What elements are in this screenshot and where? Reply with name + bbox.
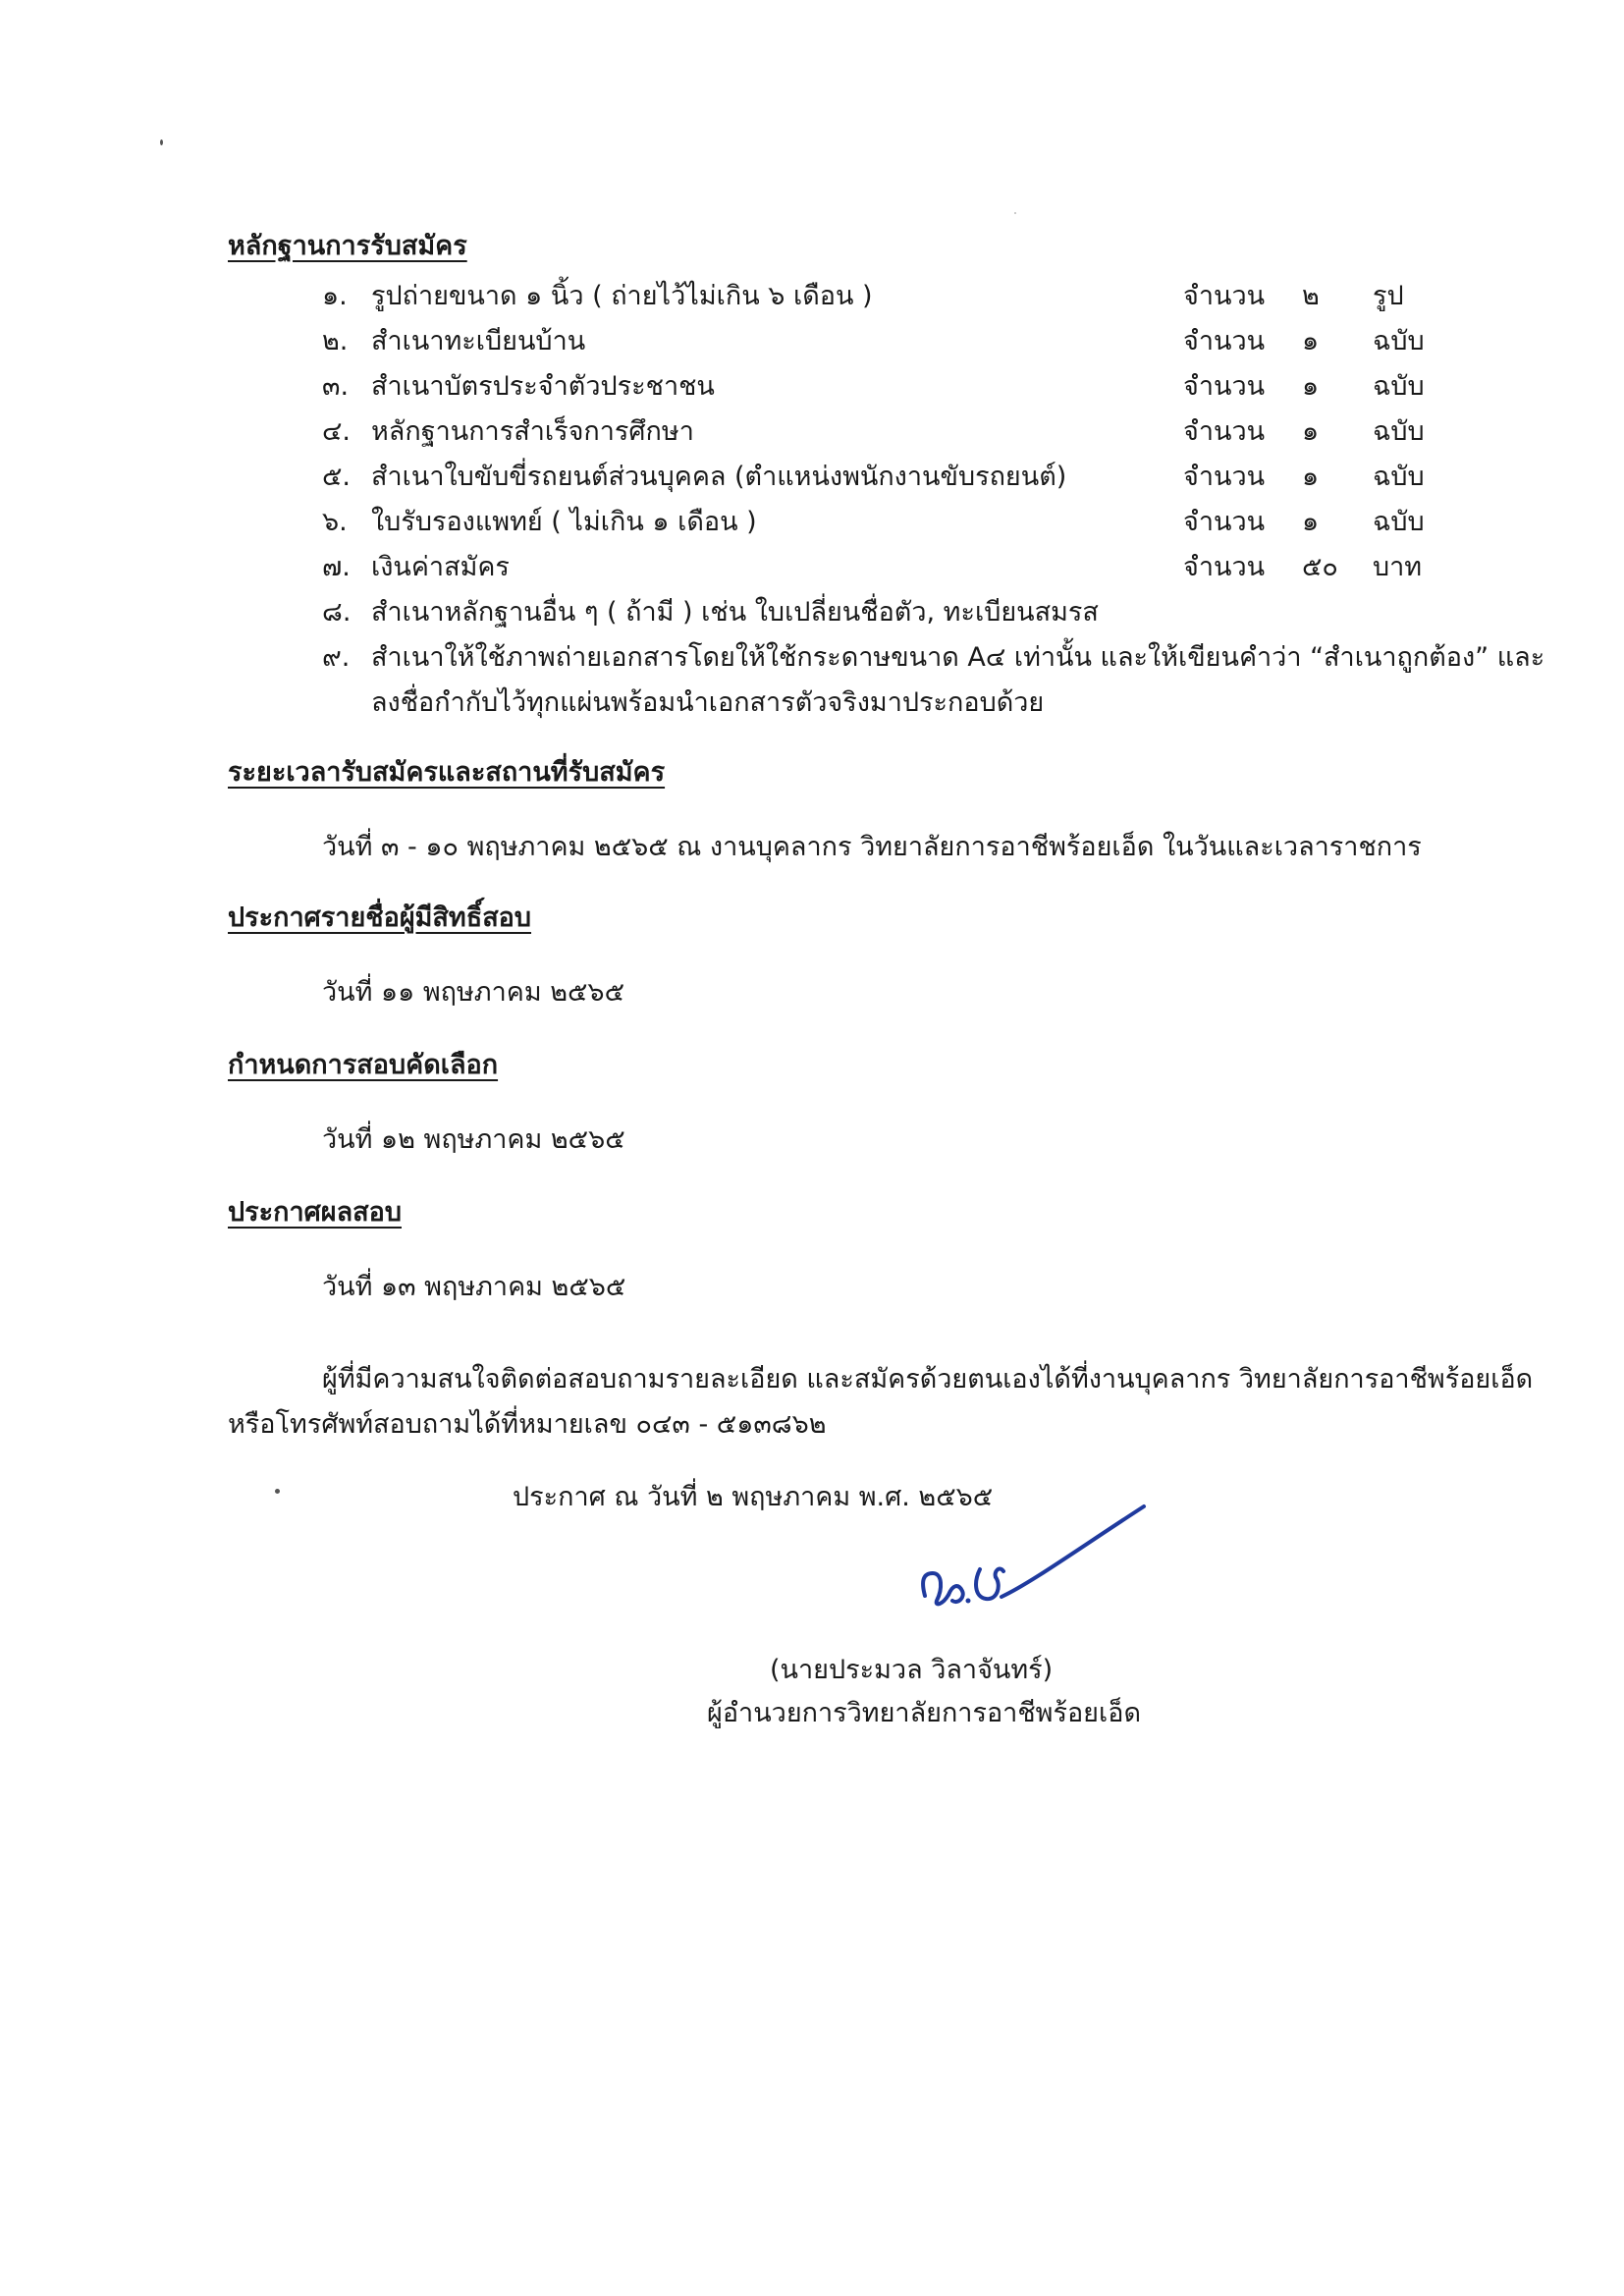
contact-line-2: หรือโทรศัพท์สอบถามได้ที่หมายเลข ๐๔๓ - ๕๑๓๘๖๒: [228, 1409, 827, 1440]
exam-schedule-date: วันที่ ๑๒ พฤษภาคม ๒๕๖๕: [322, 1124, 625, 1155]
item-text: สำเนาหลักฐานอื่น ๆ ( ถ้ามี ) เช่น ใบเปลี่ยนชื่อตัว, ทะเบียนสมรส: [371, 597, 1099, 628]
eligible-list-heading: ประกาศรายชื่อผู้มีสิทธิ์สอบ: [228, 902, 532, 933]
item-number: ๙.: [322, 642, 351, 673]
quantity-label: จำนวน: [1183, 462, 1266, 492]
item-text: สำเนาใบขับขี่รถยนต์ส่วนบุคคล (ตำแหน่งพนักงานขับรถยนต์): [371, 462, 1067, 492]
documents-heading: หลักฐานการรับสมัคร: [228, 231, 467, 261]
signatory-title: ผู้อำนวยการวิทยาลัยการอาชีพร้อยเอ็ด: [707, 1698, 1141, 1728]
item-text: เงินค่าสมัคร: [371, 552, 510, 582]
item-number: ๕.: [322, 462, 352, 492]
quantity-unit: บาท: [1373, 552, 1423, 582]
quantity-label: จำนวน: [1183, 552, 1266, 582]
quantity-value: ๒: [1302, 281, 1320, 311]
item-number: ๔.: [322, 416, 352, 447]
quantity-value: ๑: [1302, 416, 1320, 447]
quantity-label: จำนวน: [1183, 326, 1266, 356]
item-number: ๑.: [322, 281, 348, 311]
item-number: ๖.: [322, 507, 348, 537]
item-text: สำเนาบัตรประจำตัวประชาชน: [371, 371, 715, 402]
quantity-unit: ฉบับ: [1373, 462, 1425, 492]
quantity-value: ๑: [1302, 326, 1320, 356]
quantity-value: ๑: [1302, 507, 1320, 537]
quantity-unit: รูป: [1373, 281, 1404, 311]
contact-line-1: ผู้ที่มีความสนใจติดต่อสอบถามรายละเอียด และสมัครด้วยตนเองได้ที่งานบุคลากร วิทยาลัยการอาชีพร้อยเอ็ด: [322, 1364, 1534, 1394]
item-number: ๒.: [322, 326, 349, 356]
quantity-unit: ฉบับ: [1373, 371, 1425, 402]
quantity-value: ๑: [1302, 371, 1320, 402]
results-date: วันที่ ๑๓ พฤษภาคม ๒๕๖๕: [322, 1272, 626, 1302]
quantity-value: ๑: [1302, 462, 1320, 492]
quantity-unit: ฉบับ: [1373, 416, 1425, 447]
scan-speck: [1014, 212, 1016, 214]
item-text: ใบรับรองแพทย์ ( ไม่เกิน ๑ เดือน ): [371, 507, 757, 537]
quantity-label: จำนวน: [1183, 281, 1266, 311]
exam-schedule-heading: กำหนดการสอบคัดเลือก: [228, 1050, 499, 1080]
quantity-label: จำนวน: [1183, 507, 1266, 537]
quantity-label: จำนวน: [1183, 371, 1266, 402]
scan-speck: [275, 1489, 280, 1494]
quantity-label: จำนวน: [1183, 416, 1266, 447]
handwritten-signature: [864, 1503, 1159, 1630]
scan-speck: [160, 139, 163, 145]
quantity-unit: ฉบับ: [1373, 507, 1425, 537]
eligible-list-date: วันที่ ๑๑ พฤษภาคม ๒๕๖๕: [322, 977, 625, 1008]
quantity-value: ๕๐: [1302, 552, 1338, 582]
application-period-heading: ระยะเวลารับสมัครและสถานที่รับสมัคร: [228, 757, 666, 788]
application-period-text: วันที่ ๓ - ๑๐ พฤษภาคม ๒๕๖๕ ณ งานบุคลากร วิทยาลัยการอาชีพร้อยเอ็ด ในวันและเวลาราชการ: [322, 832, 1422, 862]
item-number: ๘.: [322, 597, 352, 628]
item-number: ๓.: [322, 371, 350, 402]
signatory-name: (นายประมวล วิลาจันทร์): [770, 1655, 1054, 1685]
item-number: ๗.: [322, 552, 351, 582]
item-text: สำเนาทะเบียนบ้าน: [371, 326, 586, 356]
quantity-unit: ฉบับ: [1373, 326, 1425, 356]
item-text: สำเนาให้ใช้ภาพถ่ายเอกสารโดยให้ใช้กระดาษขนาด A๔ เท่านั้น และให้เขียนคำว่า “สำเนาถูกต้อง” และ: [371, 642, 1545, 673]
item-text-continued: ลงชื่อกำกับไว้ทุกแผ่นพร้อมนำเอกสารตัวจริงมาประกอบด้วย: [371, 687, 1045, 718]
announcement-date: ประกาศ ณ วันที่ ๒ พฤษภาคม พ.ศ. ๒๕๖๕: [513, 1482, 994, 1512]
results-heading: ประกาศผลสอบ: [228, 1197, 402, 1228]
item-text: หลักฐานการสำเร็จการศึกษา: [371, 416, 694, 447]
item-text: รูปถ่ายขนาด ๑ นิ้ว ( ถ่ายไว้ไม่เกิน ๖ เดือน ): [371, 281, 873, 311]
